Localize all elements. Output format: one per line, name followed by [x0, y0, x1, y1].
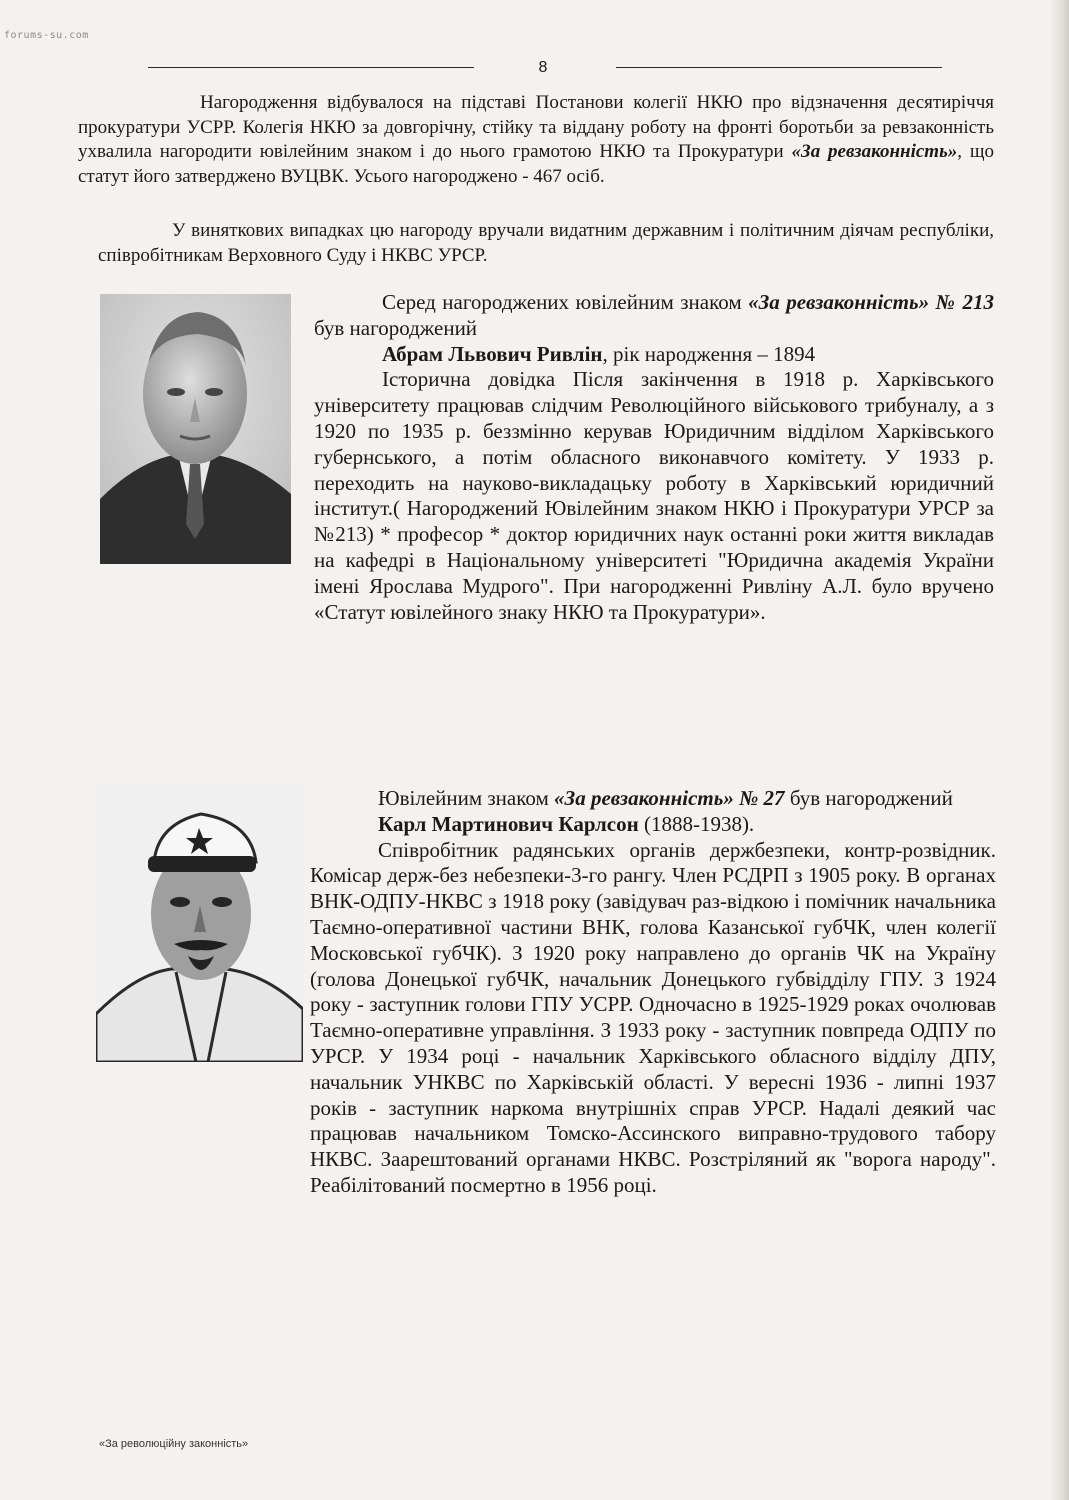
intro-paragraph-1: Нагородження відбувалося на підставі Постанови колегії НКЮ про відзначення десятиріччя прокуратури УСРР. Колегія НКЮ за довгорічну, стійку та віддану роботу на фронті боротьби за ревзаконність ухвалила нагородити ювілейним знаком і до нього грамотою НКЮ та Прокуратури «За ревзаконність», що статут його затверджено ВУЦВК. Усього нагороджено - 467 осіб. — [78, 92, 994, 187]
award-name: «За ревзаконність» № 27 — [554, 786, 785, 810]
page-edge-shadow — [1049, 0, 1069, 1500]
person-name: Абрам Львович Ривлін — [382, 341, 603, 366]
header-rule-right — [616, 67, 942, 68]
portrait-photo-rivlin — [100, 294, 291, 564]
person-name-line: Карл Мартинович Карлсон (1888-1938). — [378, 811, 755, 836]
person-name-line: Абрам Львович Ривлін, рік народження – 1894 — [382, 341, 816, 366]
biography-text: Історична довідка Після закінчення в 1918 р. Харківського університету працював слідчим Революційного військового трибуналу, а з 1920 по 1935 р. беззмінно керував Юридичним відділом Харківського губернського, а потім обласного виконавчого комітету. У 1933 р. переходить на науково-викладацьку роботу в Харківський юридичний інститут.( Нагороджений Ювілейним знаком НКЮ і Прокуратури УРСР за №213) * професор * доктор юридичних наук останні роки життя викладав на кафедрі в Національному університеті "Юридична академія України імені Ярослава Мудрого". При нагородженні Ривліну А.Л. було вручено «Статут ювілейного знаку НКЮ та Прокуратури». — [314, 367, 994, 624]
portrait-photo-karlson — [96, 784, 303, 1062]
entry-rivlin — [314, 290, 994, 625]
entry-karlson — [310, 786, 996, 1199]
award-name: «За ревзаконність» № 213 — [748, 290, 994, 314]
entry-lead: Серед нагороджених ювілейним знаком «За ревзаконність» № 213 був нагороджений — [314, 290, 994, 340]
header-rule-left — [148, 67, 474, 68]
intro-paragraph-2: У виняткових випадках цю нагороду вручали видатним державним і політичним діячам республіки, співробітникам Верховного Суду і НКВС УРСР. — [98, 220, 994, 266]
page-number: 8 — [538, 59, 548, 76]
award-name: «За ревзаконність» — [791, 141, 958, 162]
person-name: Карл Мартинович Карлсон — [378, 811, 639, 836]
watermark-text: forums-su.com — [4, 30, 89, 41]
biography-text: Співробітник радянських органів держбезпеки, контр-розвідник. Комісар держ-без небезпеки-3-го рангу. Член РСДРП з 1905 року. В органах ВНК-ОДПУ-НКВС з 1918 року (завідувач раз-відкою і помічник начальника Таємно-оперативної частини ВНК, голова Казанської губЧК, член колегії Московської губЧК). З 1920 року направлено до органів ЧК на Україну (голова Донецької губЧК, начальник Донецького губвідділу ГПУ. З 1924 року - заступник голови ГПУ УСРР. Одночасно в 1925-1929 роках очолював Таємно-оперативне управління. З 1933 року - заступник повпреда ОДПУ по УРСР. У 1934 році - начальник Харківського обласного відділу ДПУ, начальник УНКВС по Харківській області. У вересні 1936 - липні 1937 років - заступник наркома внутрішніх справ УРСР. Надалі деякий час працював начальником Томско-Ассинского виправно-трудового табору НКВС. Заарештований органами НКВС. Розстріляний як "ворога народу". Реабілітований посмертно в 1956 році. — [310, 837, 996, 1197]
entry-lead: Ювілейним знаком «За ревзаконність» № 27 був нагороджений — [378, 786, 953, 810]
footer-caption: «За революційну законність» — [99, 1438, 249, 1450]
